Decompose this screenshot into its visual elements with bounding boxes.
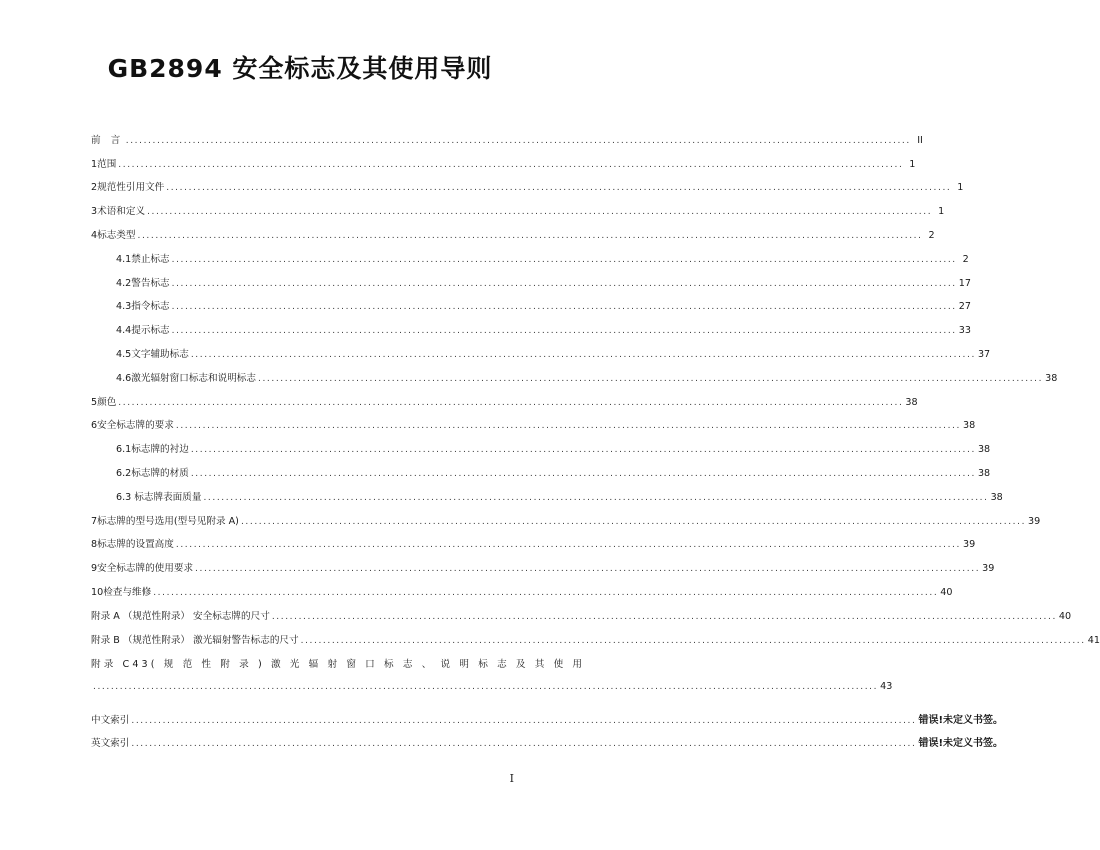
dot-leader: ................................................................................................................................................................................ xyxy=(271,611,1057,622)
document-title: GB2894 安全标志及其使用导则 xyxy=(107,54,493,83)
toc-entry-page: 38 xyxy=(977,467,991,479)
toc-entry-label: 标志牌的设置高度 xyxy=(97,539,174,551)
dot-leader: ................................................................................................................................................................................ xyxy=(171,254,957,265)
toc-entry-number: 10 xyxy=(91,586,104,598)
toc-entry-page: 39 xyxy=(962,539,976,551)
toc-entry-page: 2 xyxy=(962,253,969,265)
dot-leader: ................................................................................................................................................................................ xyxy=(203,492,989,503)
toc-entry-number: 4.3 xyxy=(116,301,132,313)
dot-leader: ................................................................................................................................................................................ xyxy=(171,326,957,337)
toc-entry-page: 1 xyxy=(957,182,964,194)
dot-leader: ................................................................................................................................................................................ xyxy=(131,715,917,726)
dot-leader: ................................................................................................................................................................................ xyxy=(175,421,961,432)
toc-entry-page: 39 xyxy=(1028,515,1041,527)
dot-leader: ................................................................................................................................................................................ xyxy=(166,183,952,194)
toc-entry-page: 33 xyxy=(958,325,971,337)
toc-entry-label: 附录 C43( 规 范 性 附 录 ) 激 光 辐 射 窗 口 标 志 、 说 明 标 志 及 其 使 用 xyxy=(91,658,586,670)
dot-leader: ................................................................................................................................................................................ xyxy=(93,681,879,692)
toc-entry-number: 4.2 xyxy=(116,277,132,289)
toc-entry-page: 38 xyxy=(962,420,976,432)
dot-leader: ................................................................................................................................................................................ xyxy=(240,516,1027,527)
dot-leader: ................................................................................................................................................................................ xyxy=(147,207,933,218)
toc-entry-label: 标志类型 xyxy=(97,229,136,241)
toc-entry-number: 2 xyxy=(91,182,98,194)
toc-entry-number: 4.5 xyxy=(116,348,132,360)
page-number: I xyxy=(509,772,514,785)
toc-entry-label: 6.3 标志牌表面质量 xyxy=(116,491,202,503)
dot-leader: ................................................................................................................................................................................ xyxy=(195,564,981,575)
toc-entry-label: 附录 A （规范性附录） 安全标志牌的尺寸 xyxy=(91,610,270,622)
toc-entry-label: 中文索引 xyxy=(91,714,130,726)
toc-entry-page: 39 xyxy=(982,563,995,575)
dot-leader: ................................................................................................................................................................................ xyxy=(175,540,961,551)
dot-leader: ................................................................................................................................................................................ xyxy=(131,739,917,750)
toc-entry-label: 提示标志 xyxy=(131,325,170,337)
toc-entry-page-error: 错误!未定义书签。 xyxy=(918,738,1004,750)
toc-entry-label: 范围 xyxy=(97,158,117,170)
toc-entry-label: 标志牌的材质 xyxy=(131,467,189,479)
toc-entry[interactable] xyxy=(91,195,945,219)
toc-entry-number: 4 xyxy=(91,229,98,241)
dot-leader: ................................................................................................................................................................................ xyxy=(118,159,904,170)
toc-entry-page: 38 xyxy=(977,444,991,456)
toc-entry-page: 38 xyxy=(990,491,1003,503)
toc-entry-number: 4.4 xyxy=(116,325,132,337)
toc-subentry[interactable] xyxy=(91,433,991,457)
toc-entry[interactable] xyxy=(91,148,916,172)
toc-entry-label: 警告标志 xyxy=(131,277,170,289)
toc-entry-number: 4.6 xyxy=(116,372,132,384)
toc-subentry[interactable] xyxy=(91,481,1003,505)
toc-entry[interactable] xyxy=(91,552,995,576)
toc-entry-label: 颜色 xyxy=(97,396,117,408)
dot-leader: ................................................................................................................................................................................ xyxy=(118,397,904,408)
toc-entry-label: 指令标志 xyxy=(131,301,170,313)
toc-entry-number: 6 xyxy=(91,420,98,432)
toc-entry-page: 43 xyxy=(880,680,893,692)
toc-entry[interactable] xyxy=(91,172,964,196)
toc-entry[interactable] xyxy=(91,386,918,410)
dot-leader: ................................................................................................................................................................................ xyxy=(125,135,911,146)
toc-subentry[interactable] xyxy=(91,243,969,267)
toc-entry-page: II xyxy=(917,134,923,146)
toc-entry-number: 9 xyxy=(91,563,98,575)
toc-entry-page: 38 xyxy=(1045,372,1058,384)
toc-entry-number: 6.1 xyxy=(116,444,132,456)
toc-entry-number: 8 xyxy=(91,539,98,551)
toc-entry-label: 标志牌的型号选用(型号见附录 A) xyxy=(97,515,239,527)
toc-entry-page: 38 xyxy=(905,396,918,408)
toc-entry-page: 1 xyxy=(909,158,916,170)
toc-entry-label: 检查与维修 xyxy=(103,586,152,598)
toc-entry[interactable] xyxy=(91,410,976,434)
toc-entry-number: 7 xyxy=(91,515,98,527)
toc-entry[interactable] xyxy=(91,576,953,600)
toc-entry-label: 标志牌的衬边 xyxy=(131,444,189,456)
toc-entry[interactable] xyxy=(91,219,935,243)
toc-subentry[interactable] xyxy=(91,457,991,481)
toc-entry-appendix-b[interactable] xyxy=(91,624,1100,648)
toc-entry-appendix-c[interactable] xyxy=(91,648,893,694)
toc-entry-label: 规范性引用文件 xyxy=(97,182,165,194)
toc-entry-page: 27 xyxy=(958,301,971,313)
dot-leader: ................................................................................................................................................................................ xyxy=(190,468,976,479)
toc-entry-number: 6.2 xyxy=(116,467,132,479)
toc-subentry[interactable] xyxy=(91,338,991,362)
toc-subentry[interactable] xyxy=(91,362,1058,386)
toc-entry-page: 1 xyxy=(938,206,945,218)
toc-entry-page: 17 xyxy=(958,277,971,289)
toc-subentry[interactable] xyxy=(91,314,971,338)
toc-entry-label: 术语和定义 xyxy=(97,206,146,218)
toc-entry-label: 附录 B （规范性附录） 激光辐射警告标志的尺寸 xyxy=(91,634,299,646)
toc-entry-page: 40 xyxy=(1058,610,1072,622)
toc-entry-page-error: 错误!未定义书签。 xyxy=(918,714,1004,726)
dot-leader: ................................................................................................................................................................................ xyxy=(171,278,957,289)
toc-entry-label: 文字辅助标志 xyxy=(131,348,189,360)
dot-leader: ................................................................................................................................................................................ xyxy=(153,587,939,598)
toc-entry[interactable] xyxy=(91,505,1041,529)
dot-leader: ................................................................................................................................................................................ xyxy=(171,302,957,313)
dot-leader: ................................................................................................................................................................................ xyxy=(190,349,976,360)
toc-entry-page: 40 xyxy=(940,586,953,598)
toc-entry-page: 37 xyxy=(977,348,991,360)
toc-entry-number: 5 xyxy=(91,396,98,408)
table-of-contents xyxy=(91,124,1100,751)
toc-entry-label: 激光辐射窗口标志和说明标志 xyxy=(131,372,256,384)
toc-entry-page: 2 xyxy=(928,229,935,241)
toc-entry[interactable] xyxy=(91,529,976,553)
dot-leader: ................................................................................................................................................................................ xyxy=(190,445,976,456)
toc-subentry[interactable] xyxy=(91,291,971,315)
toc-entry-page: 41 xyxy=(1087,634,1100,646)
toc-entry-label: 禁止标志 xyxy=(131,253,170,265)
toc-entry-label: 安全标志牌的要求 xyxy=(97,420,174,432)
dot-leader: ................................................................................................................................................................................ xyxy=(257,373,1044,384)
toc-subentry[interactable] xyxy=(91,267,971,291)
toc-entry-label: 前 言 xyxy=(91,134,124,146)
toc-entry-label: 安全标志牌的使用要求 xyxy=(97,563,194,575)
toc-entry-number: 4.1 xyxy=(116,253,132,265)
dot-leader: ................................................................................................................................................................................ xyxy=(300,635,1086,646)
toc-entry-number: 1 xyxy=(91,158,98,170)
toc-entry-chinese-index[interactable] xyxy=(91,694,1004,728)
toc-entry-appendix-a[interactable] xyxy=(91,600,1072,624)
toc-entry-preface[interactable] xyxy=(91,124,923,148)
toc-entry-label: 英文索引 xyxy=(91,738,130,750)
toc-entry-english-index[interactable] xyxy=(91,728,1004,752)
toc-entry-number: 3 xyxy=(91,206,98,218)
dot-leader: ................................................................................................................................................................................ xyxy=(137,230,923,241)
